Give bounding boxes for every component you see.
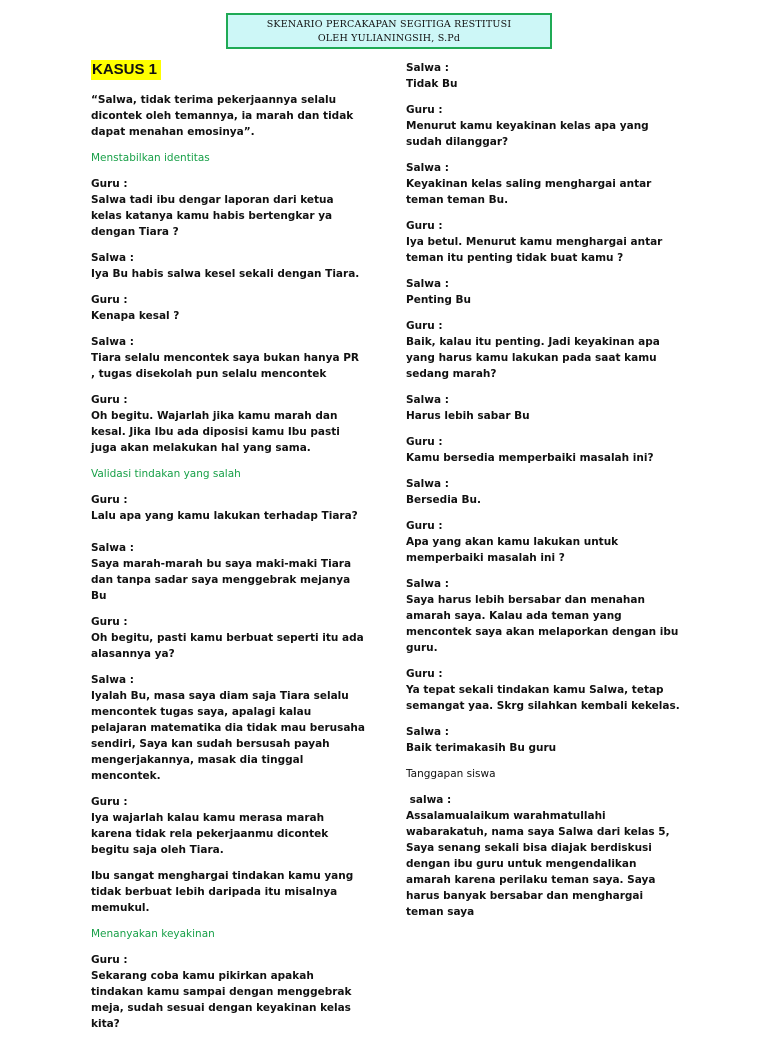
right-column [406,60,681,930]
dialogue-block [91,672,366,784]
document-author: OLEH YULIANINGSIH, S.Pd [317,33,461,44]
dialogue-text: Lalu apa yang kamu lakukan terhadap Tiara? [91,510,358,522]
speaker-label: Salwa : [91,674,134,686]
dialogue-text: Saya marah-marah bu saya maki-maki Tiara dan tanpa sadar saya menggebrak mejanya Bu [91,558,352,602]
dialogue-block [406,724,681,756]
dialogue-text: Iya wajarlah kalau kamu merasa marah karena tidak rela pekerjaanmu dicontek begitu saja oleh Tiara. [91,812,329,856]
document-title: SKENARIO PERCAKAPAN SEGITIGA RESTITUSI [266,19,512,30]
dialogue-text: Iyalah Bu, masa saya diam saja Tiara selalu mencontek tugas saya, apalagi kalau pelajaran matematika dia tidak mau berusaha sendiri, Saya kan sudah bersusah payah mengerjakannya, masak dia tinggal mencontek. [91,690,365,782]
dialogue-block [91,392,366,456]
speaker-label: Salwa : [91,542,134,554]
dialogue-text: Menurut kamu keyakinan kelas apa yang sudah dilanggar? [406,120,649,148]
dialogue-text: Baik terimakasih Bu guru [406,742,557,754]
speaker-label: Guru : [91,494,128,506]
dialogue-block [406,576,681,656]
dialogue-block [91,492,366,524]
dialogue-text: Iya betul. Menurut kamu menghargai antar teman itu penting tidak buat kamu ? [406,236,663,264]
dialogue-text: Oh begitu, pasti kamu berbuat seperti itu ada alasannya ya? [91,632,364,660]
dialogue-text: Salwa tadi ibu dengar laporan dari ketua kelas katanya kamu habis bertengkar ya dengan Tiara ? [91,194,334,238]
student-response-heading: Tanggapan siswa [406,768,496,780]
dialogue-block [406,434,681,466]
dialogue-block [406,518,681,566]
dialogue-text: Baik, kalau itu penting. Jadi keyakinan apa yang harus kamu lakukan pada saat kamu sedang marah? [406,336,660,380]
dialogue-text: Tidak Bu [406,78,458,90]
dialogue-block [406,60,681,92]
dialogue-text: Kenapa kesal ? [91,310,180,322]
dialogue-text: Ibu sangat menghargai tindakan kamu yang tidak berbuat lebih daripada itu misalnya memukul. [91,870,354,914]
dialogue-block [406,318,681,382]
document-title-box [226,13,552,49]
dialogue-text: Saya harus lebih bersabar dan menahan amarah saya. Kalau ada teman yang mencontek saya akan melaporkan dengan ibu guru. [406,594,679,654]
case-intro: “Salwa, tidak terima pekerjaannya selalu dicontek oleh temannya, ia marah dan tidak dapat menahan emosinya”. [91,94,354,138]
speaker-label: Salwa : [406,726,449,738]
dialogue-block [406,792,681,920]
speaker-label: Guru : [406,104,443,116]
speaker-label: Salwa : [406,162,449,174]
section-heading: Menstabilkan identitas [91,152,210,164]
dialogue-block [91,250,366,282]
speaker-label: Guru : [406,436,443,448]
student-response-text: Assalamualaikum warahmatullahi wabarakatuh, nama saya Salwa dari kelas 5, Saya senang sekali bisa diajak berdiskusi dengan ibu guru untuk mengendalikan amarah karena perilaku teman saya. Saya harus banyak bersabar dan menghargai teman saya [406,810,670,918]
dialogue-text: Kamu bersedia memperbaiki masalah ini? [406,452,654,464]
dialogue-block [91,952,366,1032]
dialogue-block [406,476,681,508]
dialogue-text: Apa yang akan kamu lakukan untuk memperbaiki masalah ini ? [406,536,619,564]
dialogue-text: Penting Bu [406,294,472,306]
speaker-label: Guru : [91,178,128,190]
case-title: KASUS 1 [91,60,161,80]
dialogue-block [406,102,681,150]
dialogue-block [91,292,366,324]
dialogue-block [91,614,366,662]
speaker-label: Salwa : [406,578,449,590]
speaker-label: Salwa : [406,278,449,290]
speaker-label: Guru : [406,320,443,332]
speaker-label: Guru : [91,616,128,628]
dialogue-text: Iya Bu habis salwa kesel sekali dengan Tiara. [91,268,360,280]
speaker-label: Salwa : [91,252,134,264]
dialogue-block [406,392,681,424]
dialogue-block [91,176,366,240]
speaker-label: Salwa : [91,336,134,348]
speaker-label: Guru : [91,954,128,966]
section-heading: Validasi tindakan yang salah [91,468,241,480]
dialogue-text: Tiara selalu mencontek saya bukan hanya PR , tugas disekolah pun selalu mencontek [91,352,359,380]
dialogue-text: Oh begitu. Wajarlah jika kamu marah dan kesal. Jika Ibu ada diposisi kamu Ibu pasti juga akan melakukan hal yang sama. [91,410,340,454]
dialogue-text: Keyakinan kelas saling menghargai antar teman teman Bu. [406,178,652,206]
dialogue-text: Sekarang coba kamu pikirkan apakah tindakan kamu sampai dengan menggebrak meja, sudah sesuai dengan keyakinan kelas kita? [91,970,352,1030]
speaker-label: Guru : [91,294,128,306]
dialogue-block [406,160,681,208]
speaker-label: Guru : [406,668,443,680]
speaker-label: Guru : [406,220,443,232]
left-column [91,60,366,1042]
speaker-label: Salwa : [406,62,449,74]
speaker-label: Guru : [91,394,128,406]
dialogue-block [406,218,681,266]
speaker-label: Salwa : [406,478,449,490]
dialogue-block [91,794,366,858]
dialogue-block [91,334,366,382]
dialogue-text: Harus lebih sabar Bu [406,410,530,422]
dialogue-text: Bersedia Bu. [406,494,481,506]
speaker-label: Guru : [406,520,443,532]
speaker-label: Salwa : [406,394,449,406]
dialogue-block [91,540,366,604]
dialogue-text: Ya tepat sekali tindakan kamu Salwa, tetap semangat yaa. Skrg silahkan kembali kekelas. [406,684,680,712]
section-heading: Menanyakan keyakinan [91,928,215,940]
speaker-label: salwa : [406,794,452,806]
speaker-label: Guru : [91,796,128,808]
dialogue-block [406,666,681,714]
dialogue-block [406,276,681,308]
